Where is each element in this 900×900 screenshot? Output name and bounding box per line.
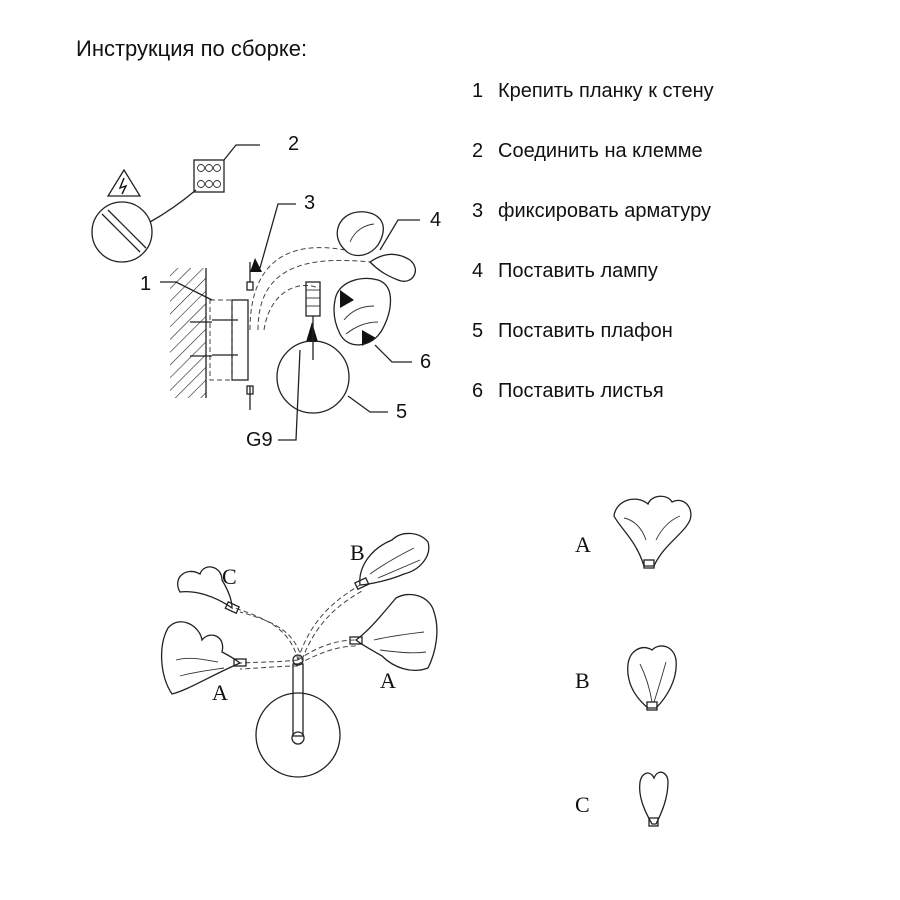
callout-5: 5 [396,401,408,423]
label-c-arm: C [222,564,237,589]
lamp-arms [250,248,370,330]
terminal-block [194,160,224,192]
legend-label-b: B [575,668,590,693]
step-text: Поставить плафон [498,320,673,342]
callout-4: 4 [430,209,442,231]
step-text: Крепить планку к стену [498,80,714,102]
label-a-left-arm: A [212,680,228,705]
label-a-right-arm: A [380,668,396,693]
leaf-b-top [355,533,429,589]
callout-3: 3 [304,192,316,214]
leaf-type-a-icon [614,496,691,568]
wall-plate-front [256,655,340,777]
step-text: Соединить на клемме [498,140,703,162]
callout-2: 2 [288,133,300,155]
socket [306,282,320,316]
leaf-type-c-icon [640,772,668,826]
step-text: фиксировать арматуру [498,200,711,222]
leaf-type-b-icon [628,646,676,710]
bulb-label: G9 [246,429,273,451]
step-number: 3 [472,200,484,222]
step-text: Поставить листья [498,380,664,402]
leaf-icon [334,212,415,345]
page-title: Инструкция по сборке: [76,36,308,61]
step-number: 4 [472,260,484,282]
arms-front [235,585,364,669]
step-text: Поставить лампу [498,260,658,282]
warning-icon [108,170,140,196]
wire-detail-magnifier [92,190,196,262]
step-number: 5 [472,320,484,342]
step-number: 6 [472,380,484,402]
callout-1: 1 [140,273,152,295]
leaf-a-right [350,594,437,670]
mounting-plate [210,300,248,380]
callout-6: 6 [420,351,432,373]
leaf-a-left [162,622,246,694]
step-number: 2 [472,140,484,162]
label-b-arm: B [350,540,365,565]
legend-label-a: A [575,532,591,557]
legend-label-c: C [575,792,590,817]
step-number: 1 [472,80,484,102]
